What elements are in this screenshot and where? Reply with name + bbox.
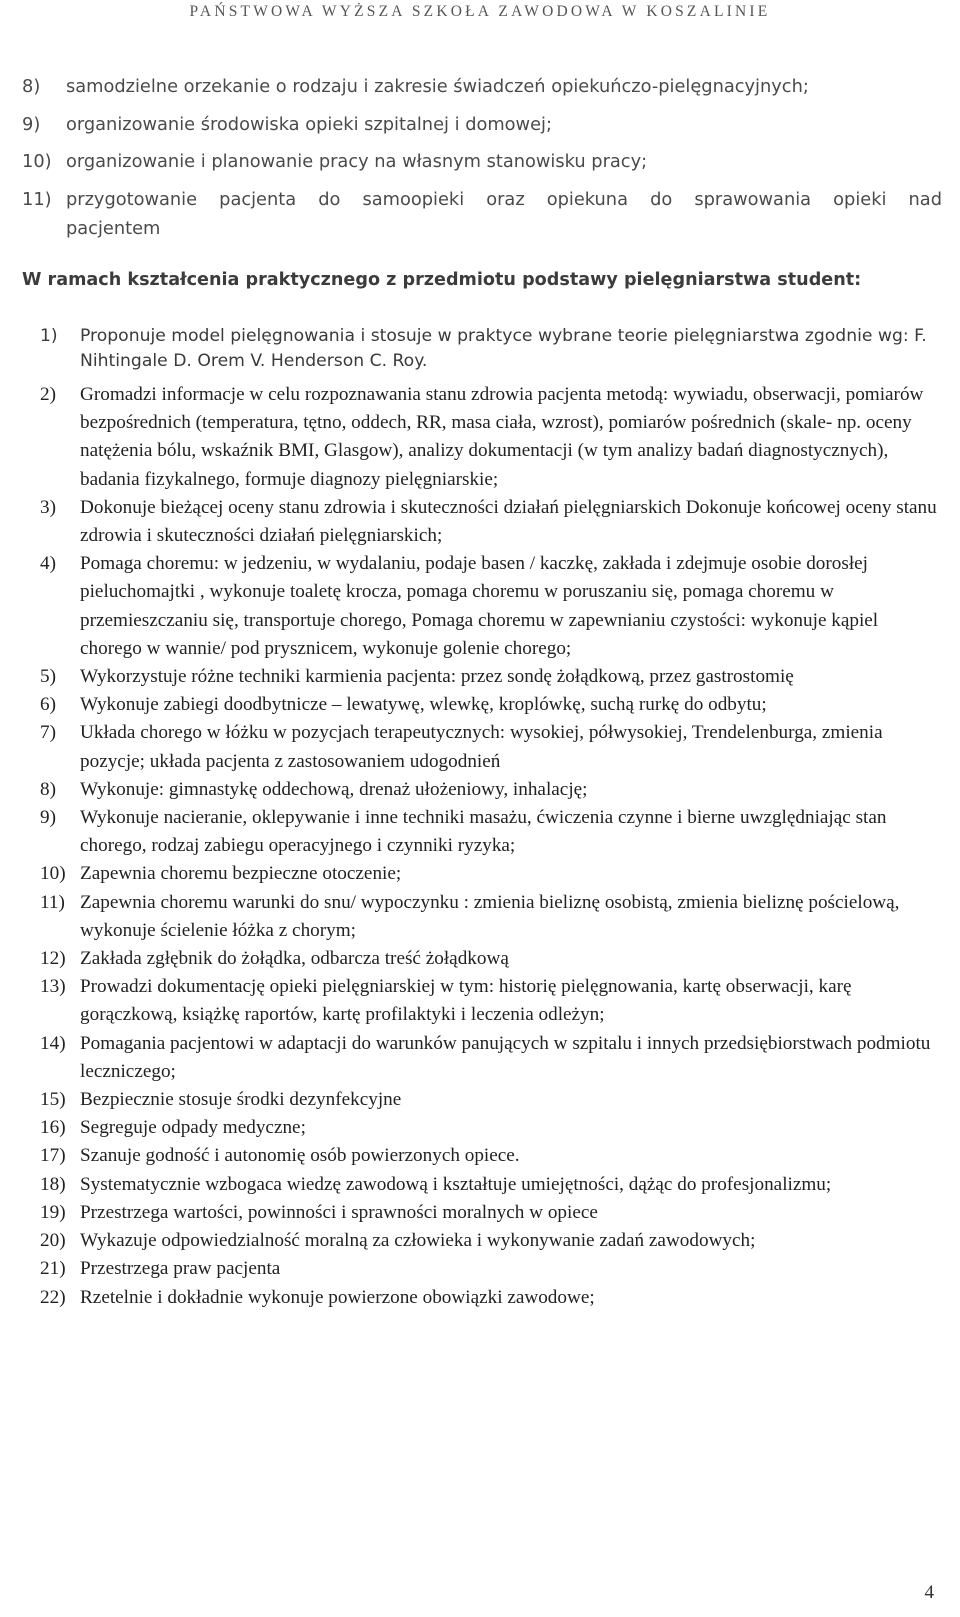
list-text-line: przygotowanie pacjenta do samoopieki oraz opiekuna do sprawowania opieki nad	[66, 188, 942, 210]
list-number: 18)	[40, 1173, 66, 1195]
page-header: PAŃSTWOWA WYŻSZA SZKOŁA ZAWODOWA W KOSZALINIE	[189, 3, 771, 20]
practical-skills-list	[40, 381, 940, 1312]
list-number: 22)	[40, 1286, 66, 1308]
list-item	[40, 860, 940, 888]
list-item	[40, 1086, 940, 1114]
list-number: 13)	[40, 976, 66, 998]
list-item	[22, 147, 942, 176]
list-item	[40, 1142, 940, 1170]
list-number: 2)	[40, 384, 56, 405]
list-text: Gromadzi informacje w celu rozpoznawania stanu zdrowia pacjenta metodą: wywiadu, obserwacji, pomiarów bezpośrednich (temperatura, tętno, oddech, RR, masa ciała, wzrost), pomiarów pośrednich (skale- np. oceny natężenia bólu, wskaźnik BMI, Glasgow), analizy dokumentacji (w tym analizy badań diagnostycznych), badania fizykalnego, formuje diagnozy pielęgniarskie;	[80, 384, 924, 490]
list-text: Przestrzega praw pacjenta	[80, 1258, 281, 1280]
list-text: Systematycznie wzbogaca wiedzę zawodową i kształtuje umiejętności, dążąc do profesjonalizmu;	[80, 1173, 832, 1195]
list-text: Pomaga choremu: w jedzeniu, w wydalaniu, podaje basen / kaczkę, zakłada i zdejmuje osobie dorosłej pieluchomajtki , wykonuje toaletę krocza, pomaga choremu w poruszaniu się, pomaga choremu w przemieszczaniu się, transportuje chorego, Pomaga choremu w zapewnianiu czystości: wykonuje kąpiel chorego w wannie/ pod prysznicem, wykonuje golenie chorego;	[80, 553, 879, 659]
list-text: organizowanie i planowanie pracy na własnym stanowisku pracy;	[66, 151, 648, 172]
list-text: Wykonuje zabiegi doodbytnicze – lewatywę, wlewkę, kroplówkę, suchą rurkę do odbytu;	[80, 694, 767, 716]
list-item	[40, 494, 940, 550]
list-number: 10)	[40, 863, 66, 885]
list-text: Wykonuje: gimnastykę oddechową, drenaż ułożeniowy, inhalację;	[80, 778, 588, 800]
list-text: Segreguje odpady medyczne;	[80, 1117, 306, 1139]
list-item	[40, 973, 940, 1029]
list-number: 10)	[22, 151, 52, 172]
list-item	[40, 1199, 940, 1227]
list-item	[40, 1255, 940, 1283]
list-number: 9)	[22, 113, 41, 135]
list-item	[40, 663, 940, 691]
list-item	[22, 110, 942, 139]
list-number: 11)	[40, 891, 65, 913]
list-item	[40, 719, 940, 775]
list-item	[40, 691, 940, 719]
list-item	[40, 381, 940, 494]
list-number: 19)	[40, 1201, 66, 1223]
list-text: Wykazuje odpowiedzialność moralną za człowieka i wykonywanie zadań zawodowych;	[80, 1230, 756, 1252]
list-number: 3)	[40, 496, 56, 518]
list-item	[22, 185, 942, 243]
list-text: Szanuje godność i autonomię osób powierzonych opiece.	[80, 1145, 520, 1167]
list-text: Pomagania pacjentowi w adaptacji do warunków panujących w szpitalu i innych przedsiębiorstwach podmiotu leczniczego;	[80, 1032, 931, 1082]
list-item	[40, 776, 940, 804]
list-text: Wykonuje nacieranie, oklepywanie i inne techniki masażu, ćwiczenia czynne i bierne uwzględniając stan chorego, rodzaj zabiegu operacyjnego i czynniki ryzyka;	[80, 807, 887, 857]
list-item	[40, 1114, 940, 1142]
list-item	[40, 889, 940, 945]
list-number: 5)	[40, 666, 56, 688]
list-number: 12)	[40, 948, 66, 970]
list-text: Zapewnia choremu warunki do snu/ wypoczynku : zmienia bieliznę osobistą, zmienia bieliznę pościelową, wykonuje ścielenie łóżka z chorym;	[80, 891, 900, 941]
list-number: 11)	[22, 188, 52, 210]
list-item	[40, 945, 940, 973]
list-number: 16)	[40, 1117, 66, 1139]
list-number: 17)	[40, 1145, 66, 1167]
section-intro: W ramach kształcenia praktycznego z przedmiotu podstawy pielęgniarstwa student:	[22, 270, 862, 290]
list-text-line: pacjentem	[66, 217, 161, 239]
page-number: 4	[924, 1582, 934, 1603]
list-number: 7)	[40, 722, 56, 744]
list-number: 15)	[40, 1089, 66, 1111]
list-text: Przestrzega wartości, powinności i sprawności moralnych w opiece	[80, 1201, 598, 1223]
list-text: samodzielne orzekanie o rodzaju i zakresie świadczeń opiekuńczo-pielęgnacyjnych;	[66, 76, 809, 97]
list-text: Prowadzi dokumentację opieki pielęgniarskiej w tym: historię pielęgnowania, kartę obserwacji, karę gorączkową, książkę raportów, kartę profilaktyki i leczenia odleżyn;	[80, 976, 852, 1026]
list-item	[40, 324, 940, 374]
list-number: 1)	[40, 326, 58, 346]
list-text: Proponuje model pielęgnowania i stosuje w praktyce wybrane teorie pielęgniarstwa zgodnie wg: F. Nihtingale D. Orem V. Henderson C. Roy.	[80, 326, 927, 371]
list-item	[40, 1227, 940, 1255]
list-number: 9)	[40, 807, 56, 829]
list-number: 6)	[40, 694, 56, 716]
list-number: 14)	[40, 1032, 66, 1054]
list-item	[40, 1030, 940, 1086]
list-text: Dokonuje bieżącej oceny stanu zdrowia i skuteczności działań pielęgniarskich Dokonuje końcowej oceny stanu zdrowia i skuteczności działań pielęgniarskich;	[80, 496, 937, 547]
list-number: 20)	[40, 1230, 66, 1252]
list-item	[40, 1171, 940, 1199]
list-item	[22, 72, 942, 101]
list-text: Bezpiecznie stosuje środki dezynfekcyjne	[80, 1089, 402, 1111]
competency-list	[22, 72, 942, 251]
list-text: Wykorzystuje różne techniki karmienia pacjenta: przez sondę żołądkową, przez gastrostomię	[80, 666, 794, 688]
list-number: 8)	[22, 76, 41, 97]
list-text	[66, 185, 942, 243]
list-text: Układa chorego w łóżku w pozycjach terapeutycznych: wysokiej, półwysokiej, Trendelenburga, zmienia pozycje; układa pacjenta z zastosowaniem udogodnień	[80, 722, 883, 772]
list-text: Zakłada zgłębnik do żołądka, odbarcza treść żołądkową	[80, 948, 509, 970]
practical-skills-list-start	[40, 324, 940, 377]
list-number: 8)	[40, 778, 56, 800]
list-item	[40, 1284, 940, 1312]
list-text: organizowanie środowiska opieki szpitalnej i domowej;	[66, 113, 552, 135]
list-item	[40, 550, 940, 663]
list-number: 4)	[40, 553, 56, 575]
list-item	[40, 804, 940, 860]
list-number: 21)	[40, 1258, 66, 1280]
list-text: Zapewnia choremu bezpieczne otoczenie;	[80, 863, 402, 885]
list-text: Rzetelnie i dokładnie wykonuje powierzone obowiązki zawodowe;	[80, 1286, 595, 1308]
